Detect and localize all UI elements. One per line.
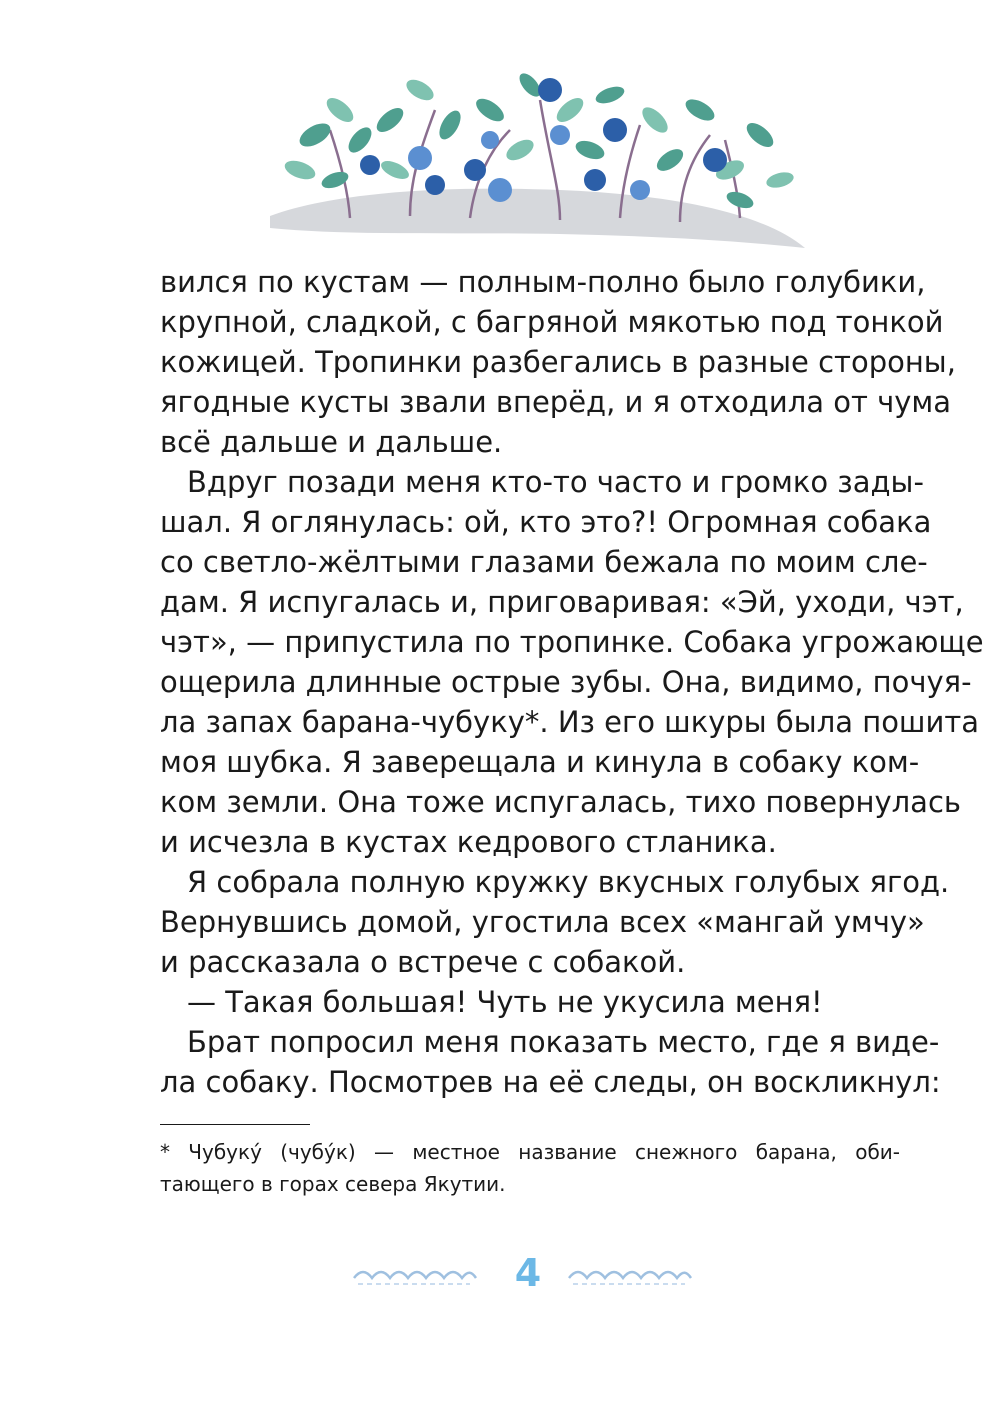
paragraph-3 xyxy=(160,862,950,982)
story-text xyxy=(160,262,984,1102)
page-number: 4 xyxy=(514,1251,542,1295)
text-line: вился по кустам — полным-полно было голубики, xyxy=(160,265,926,299)
text-line: со светло-жёлтыми глазами бежала по моим сле- xyxy=(160,545,928,579)
text-line: дам. Я испугалась и, приговаривая: «Эй, уходи, чэт, xyxy=(160,585,964,619)
text-line: чэт», — припустила по тропинке. Собака угрожающе xyxy=(160,625,984,659)
paragraph-2 xyxy=(160,462,984,862)
text-line: и рассказала о встрече с собакой. xyxy=(160,945,686,979)
text-line: Я собрала полную кружку вкусных голубых ягод. xyxy=(187,865,950,899)
text-line: Вернувшись домой, угостила всех «мангай умчу» xyxy=(160,905,925,939)
blueberry-bush-illustration xyxy=(260,40,820,260)
text-line: — Такая большая! Чуть не укусила меня! xyxy=(187,985,823,1019)
text-line: ощерила длинные острые зубы. Она, видимо, почуя- xyxy=(160,665,972,699)
text-line: кожицей. Тропинки разбегались в разные стороны, xyxy=(160,345,956,379)
berries xyxy=(360,78,727,202)
footnote-divider xyxy=(160,1124,310,1125)
footnote-line: * Чубуку́ (чубу́к) — местное название снежного барана, оби- xyxy=(160,1140,900,1164)
text-line: всё дальше и дальше. xyxy=(160,425,503,459)
page-footer xyxy=(350,1250,710,1300)
footnote xyxy=(160,1136,900,1200)
text-line: ла собаку. Посмотрев на её следы, он воскликнул: xyxy=(160,1065,941,1099)
text-line: и исчезла в кустах кедрового стланика. xyxy=(160,825,777,859)
text-line: шал. Я оглянулась: ой, кто это?! Огромная собака xyxy=(160,505,932,539)
paragraph-5 xyxy=(160,1022,941,1102)
text-line: моя шубка. Я заверещала и кинула в собаку ком- xyxy=(160,745,920,779)
text-line: Брат попросил меня показать место, где я виде- xyxy=(187,1025,940,1059)
left-ornament xyxy=(350,1260,480,1290)
ground-shadow xyxy=(270,189,805,248)
text-line: ком земли. Она тоже испугалась, тихо повернулась xyxy=(160,785,961,819)
right-ornament xyxy=(565,1260,695,1290)
footnote-line: тающего в горах севера Якутии. xyxy=(160,1172,506,1196)
text-line: крупной, сладкой, с багряной мякотью под тонкой xyxy=(160,305,944,339)
paragraph-1 xyxy=(160,262,956,462)
text-line: ла запах барана-чубуку*. Из его шкуры была пошита xyxy=(160,705,979,739)
text-line: ягодные кусты звали вперёд, и я отходила от чума xyxy=(160,385,952,419)
paragraph-4 xyxy=(160,982,900,1022)
text-line: Вдруг позади меня кто-то часто и громко зады- xyxy=(187,465,924,499)
